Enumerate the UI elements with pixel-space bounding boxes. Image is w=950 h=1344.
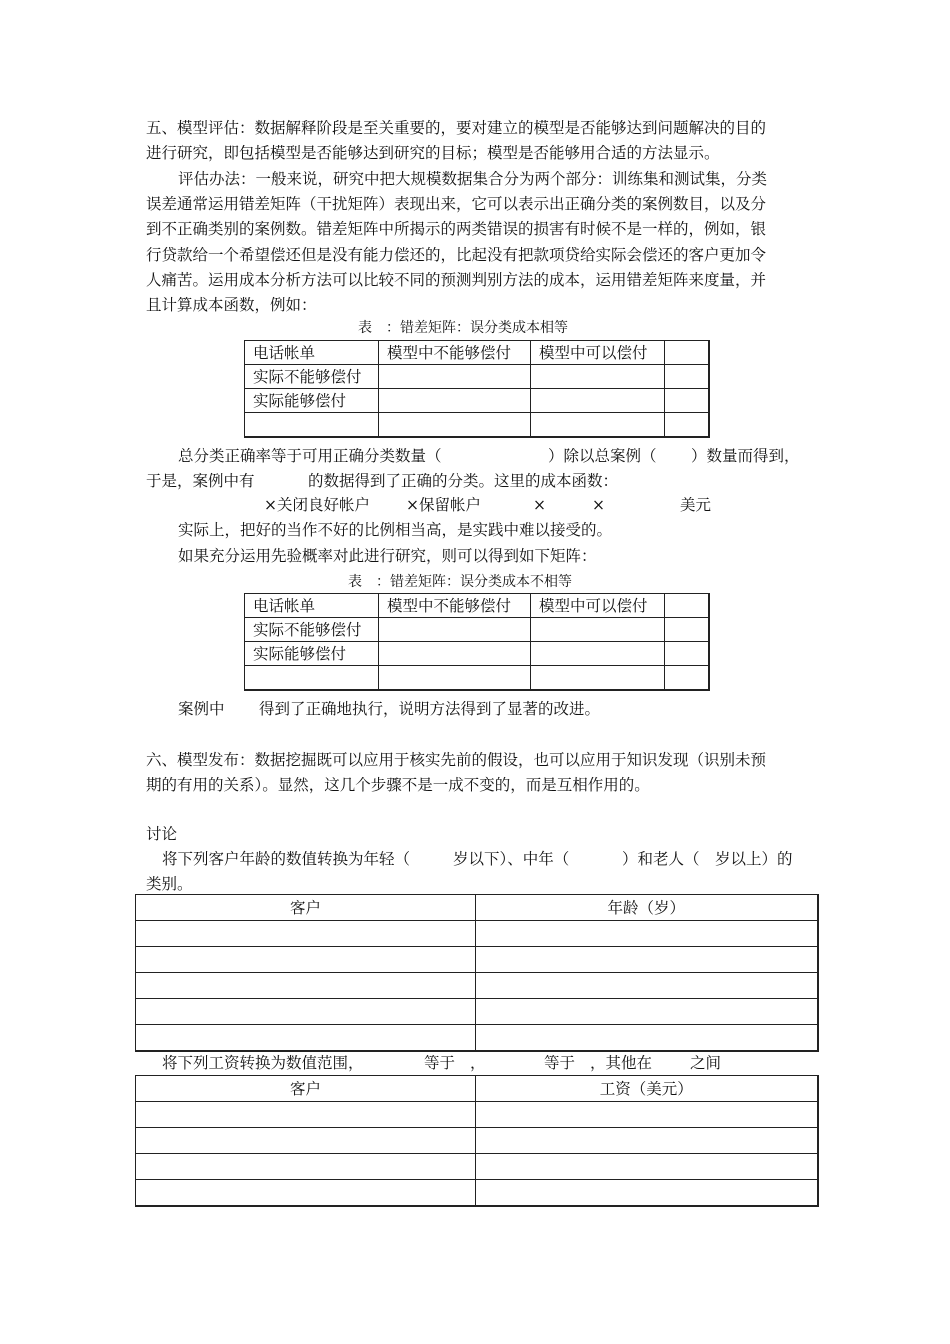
table-row — [136, 1180, 818, 1206]
table-cell — [136, 1128, 476, 1154]
table-cell — [379, 618, 531, 642]
cost-function-term: × — [533, 496, 546, 514]
accuracy-text: 的数据得到了正确的分类。这里的成本函数： — [308, 472, 619, 490]
cost-function-unit: 美元 — [680, 496, 712, 514]
discussion-question-2: 将下列工资转换为数值范围， — [162, 1054, 364, 1072]
section6-line2: 期的有用的关系）。显然，这几个步骤不是一成不变的，而是互相作用的。 — [146, 776, 650, 794]
table2-confusion-matrix — [244, 593, 710, 691]
evaluation-line: 误差通常运用错差矩阵（干扰矩阵）表现出来，它可以表示出正确分类的案例数目，以及分 — [146, 195, 767, 213]
table-row — [136, 947, 818, 973]
table-cell — [665, 666, 709, 690]
table-header-row — [245, 594, 709, 618]
table-cell — [136, 973, 476, 999]
table-cell: 实际不能够偿付 — [245, 365, 379, 389]
table-header-cell: 客户 — [136, 895, 476, 921]
prior-note: 如果充分运用先验概率对此进行研究，则可以得到如下矩阵： — [178, 547, 597, 565]
section6-line1: 六、模型发布：数据挖掘既可以应用于核实先前的假设，也可以应用于知识发现（识别未预 — [146, 751, 767, 769]
discussion-question-1: 将下列客户年龄的数值转换为年轻（ — [162, 850, 411, 868]
table-header-row — [136, 895, 818, 921]
table-row — [136, 999, 818, 1025]
table-header-cell: 模型中不能够偿付 — [379, 594, 531, 618]
table-cell — [379, 413, 531, 437]
table-cell — [379, 642, 531, 666]
table-cell — [136, 1102, 476, 1128]
table-cell — [665, 365, 709, 389]
accuracy-text: ）数量而得到， — [691, 447, 800, 465]
table-row — [245, 365, 709, 389]
table-cell — [476, 1102, 818, 1128]
table-cell — [476, 973, 818, 999]
accuracy-text: 总分类正确率等于可用正确分类数量（ — [178, 447, 442, 465]
table-cell — [476, 1180, 818, 1206]
table-cell — [476, 1025, 818, 1051]
table-cell — [531, 389, 665, 413]
evaluation-line: 到不正确类别的案例数。错差矩阵中所揭示的两类错误的损害有时候不是一样的，例如，银 — [146, 220, 767, 238]
table-row — [245, 389, 709, 413]
table-cell — [665, 618, 709, 642]
table-cell — [136, 1154, 476, 1180]
table-cell — [665, 642, 709, 666]
table-header-cell: 客户 — [136, 1076, 476, 1102]
table-cell — [136, 1180, 476, 1206]
table-cell: 实际能够偿付 — [245, 389, 379, 413]
table-row — [245, 642, 709, 666]
table-cell — [531, 618, 665, 642]
table1-confusion-matrix — [244, 340, 710, 438]
table-row — [245, 666, 709, 690]
evaluation-line: 评估办法：一般来说，研究中把大规模数据集合分为两个部分：训练集和测试集，分类 — [178, 170, 768, 188]
table-header-cell — [665, 341, 709, 365]
table-cell: 实际能够偿付 — [245, 642, 379, 666]
table-row — [136, 921, 818, 947]
table-header-cell: 年龄（岁） — [476, 895, 818, 921]
table-row — [136, 1128, 818, 1154]
table-cell — [476, 921, 818, 947]
discussion-question-2: 等于 — [424, 1054, 456, 1072]
salary-table — [135, 1075, 819, 1207]
table-header-cell: 模型中可以偿付 — [531, 594, 665, 618]
discussion-question-1: 岁以上）的 — [715, 850, 793, 868]
table-cell — [136, 1025, 476, 1051]
discussion-question-1: ）和老人（ — [622, 850, 700, 868]
table-header-cell: 工资（美元） — [476, 1076, 818, 1102]
table-row — [136, 1102, 818, 1128]
discussion-title: 讨论 — [146, 825, 178, 843]
table-cell — [476, 999, 818, 1025]
table-cell — [531, 413, 665, 437]
table-cell — [476, 1154, 818, 1180]
table-cell — [136, 999, 476, 1025]
table-cell — [665, 389, 709, 413]
table-cell — [379, 666, 531, 690]
discussion-question-1: 类别。 — [146, 875, 193, 893]
table-row — [245, 413, 709, 437]
table-cell — [476, 947, 818, 973]
table-row — [245, 618, 709, 642]
cost-function-term: ×关闭良好帐户 — [264, 496, 370, 514]
table1-caption: 表 ：错差矩阵：误分类成本相等 — [358, 320, 568, 336]
discussion-question-2: ， — [470, 1054, 486, 1072]
discussion-question-2: ，其他在 — [590, 1054, 653, 1072]
table-header-cell: 模型中可以偿付 — [531, 341, 665, 365]
improvement-text: 得到了正确地执行，说明方法得到了显著的改进。 — [259, 700, 601, 718]
improvement-text: 案例中 — [178, 700, 225, 718]
practical-note: 实际上，把好的当作不好的比例相当高，是实践中难以接受的。 — [178, 521, 613, 539]
table-header-row — [136, 1076, 818, 1102]
table-cell — [531, 642, 665, 666]
table-row — [136, 973, 818, 999]
cost-function-term: ×保留帐户 — [406, 496, 481, 514]
table-cell — [379, 389, 531, 413]
table-cell — [531, 666, 665, 690]
evaluation-line: 且计算成本函数，例如： — [146, 296, 317, 314]
table-cell — [136, 947, 476, 973]
table-cell — [245, 666, 379, 690]
age-table — [135, 894, 819, 1052]
evaluation-line: 人痛苦。运用成本分析方法可以比较不同的预测判别方法的成本，运用错差矩阵来度量，并 — [146, 271, 767, 289]
section5-line1: 五、模型评估：数据解释阶段是至关重要的，要对建立的模型是否能够达到问题解决的目的 — [146, 119, 767, 137]
table-cell — [665, 413, 709, 437]
discussion-question-2: 之间 — [690, 1054, 722, 1072]
table-header-cell: 电话帐单 — [245, 341, 379, 365]
table-cell — [136, 921, 476, 947]
table-cell — [531, 365, 665, 389]
section5-line2: 进行研究，即包括模型是否能够达到研究的目标；模型是否能够用合适的方法显示。 — [146, 144, 720, 162]
table-row — [136, 1025, 818, 1051]
table-cell — [245, 413, 379, 437]
table-row — [136, 1154, 818, 1180]
discussion-question-1: 岁以下）、中年（ — [453, 850, 570, 868]
table-cell: 实际不能够偿付 — [245, 618, 379, 642]
table-header-cell — [665, 594, 709, 618]
discussion-question-2: 等于 — [544, 1054, 576, 1072]
table-header-cell: 电话帐单 — [245, 594, 379, 618]
evaluation-line: 行贷款给一个希望偿还但是没有能力偿还的，比起没有把款项贷给实际会偿还的客户更加令 — [146, 246, 767, 264]
cost-function-term: × — [592, 496, 605, 514]
table-cell — [476, 1128, 818, 1154]
accuracy-text: ）除以总案例（ — [548, 447, 657, 465]
accuracy-text: 于是，案例中有 — [146, 472, 255, 490]
table-cell — [379, 365, 531, 389]
table2-caption: 表 ：错差矩阵：误分类成本不相等 — [348, 574, 572, 590]
table-header-cell: 模型中不能够偿付 — [379, 341, 531, 365]
table-header-row — [245, 341, 709, 365]
